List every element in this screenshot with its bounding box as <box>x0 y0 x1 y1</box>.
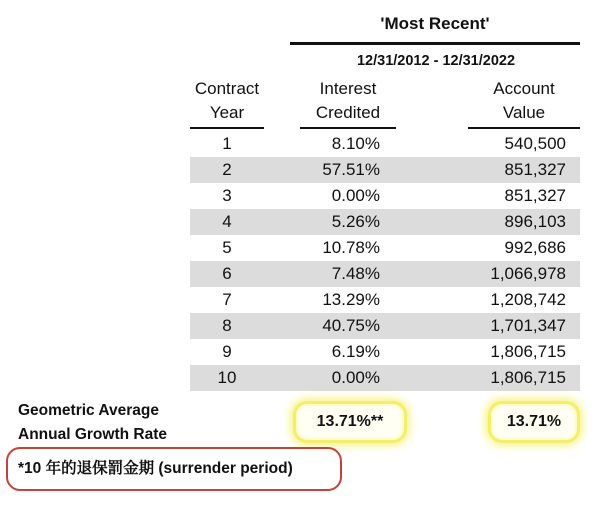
year-cell: 8 <box>222 316 232 335</box>
summary-label <box>18 399 167 447</box>
column-header-value-line1: Account <box>493 79 555 98</box>
value-cell: 1,806,715 <box>490 342 566 361</box>
value-cell: 1,701,347 <box>490 316 566 335</box>
table-row <box>190 209 580 235</box>
rate-cell: 7.48% <box>331 264 380 283</box>
column-header-rate-line1: Interest <box>319 79 377 98</box>
year-cell: 1 <box>222 134 232 153</box>
value-cell: 1,066,978 <box>490 264 566 283</box>
rate-cell: 40.75% <box>322 316 380 335</box>
table-row <box>190 183 580 209</box>
date-range: 12/31/2012 - 12/31/2022 <box>356 53 516 69</box>
column-rule-value <box>468 127 580 129</box>
year-cell: 9 <box>222 342 232 361</box>
rate-cell: 13.29% <box>322 290 380 309</box>
summary-rate-highlight <box>293 401 407 443</box>
summary-label-line1: Geometric Average <box>18 402 159 419</box>
title-underline <box>290 42 580 45</box>
rate-cell: 8.10% <box>331 134 380 153</box>
value-cell: 851,327 <box>504 160 566 179</box>
rate-cell: 57.51% <box>322 160 380 179</box>
value-cell: 992,686 <box>504 238 566 257</box>
value-cell: 851,327 <box>504 186 566 205</box>
summary-value-highlight <box>488 401 580 443</box>
table-row <box>190 365 580 391</box>
year-cell: 3 <box>222 186 232 205</box>
rate-cell: 0.00% <box>331 368 380 387</box>
value-cell: 1,208,742 <box>490 290 566 309</box>
value-cell: 896,103 <box>504 212 566 231</box>
year-cell: 2 <box>222 160 232 179</box>
column-header-value-line2: Value <box>502 103 546 122</box>
table-row <box>190 287 580 313</box>
rate-cell: 5.26% <box>331 212 380 231</box>
table-row <box>190 261 580 287</box>
table-row <box>190 313 580 339</box>
table-row <box>190 157 580 183</box>
column-header-year <box>190 77 264 125</box>
year-cell: 7 <box>222 290 232 309</box>
table-row <box>190 235 580 261</box>
section-title: 'Most Recent' <box>380 14 490 33</box>
year-cell: 6 <box>222 264 232 283</box>
table-row <box>190 339 580 365</box>
summary-rate-value: 13.71%** <box>316 413 384 430</box>
column-header-year-line2: Year <box>209 103 245 122</box>
column-rule-rate <box>300 127 396 129</box>
year-cell: 5 <box>222 238 232 257</box>
table-row <box>190 131 580 157</box>
column-header-rate <box>300 77 396 125</box>
rate-cell: 10.78% <box>322 238 380 257</box>
value-cell: 1,806,715 <box>490 368 566 387</box>
year-cell: 10 <box>217 368 237 387</box>
summary-account-value: 13.71% <box>506 413 562 430</box>
column-header-year-line1: Contract <box>194 79 260 98</box>
surrender-period-note <box>6 447 342 491</box>
rate-cell: 6.19% <box>331 342 380 361</box>
summary-label-line2: Annual Growth Rate <box>18 426 167 443</box>
rate-cell: 0.00% <box>331 186 380 205</box>
year-cell: 4 <box>222 212 232 231</box>
column-header-rate-line2: Credited <box>315 103 381 122</box>
surrender-period-text: *10 年的退保罰金期 (surrender period) <box>18 460 293 477</box>
value-cell: 540,500 <box>504 134 566 153</box>
column-header-value <box>468 77 580 125</box>
column-rule-year <box>190 127 264 129</box>
